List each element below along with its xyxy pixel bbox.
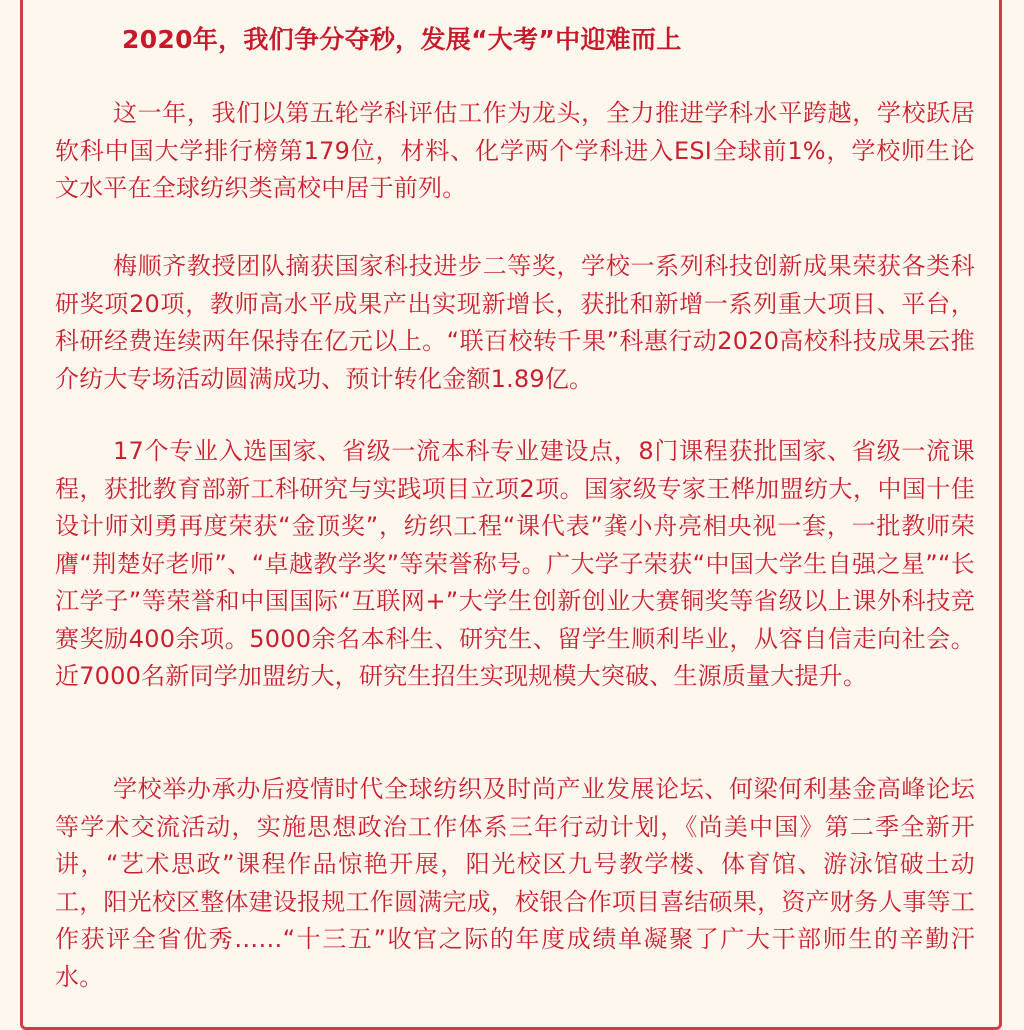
section-title: 2020年，我们争分夺秒，发展“大考”中迎难而上 [122,25,682,54]
paragraph-teaching-and-students: 17个专业入选国家、省级一流本科专业建设点，8门课程获批国家、省级一流课程，获批教育部新工科研究与实践项目立项2项。国家级专家王桦加盟纺大，中国十佳设计师刘勇再度荣获“金顶奖”，纺织工程“课代表”龚小舟亮相央视一套，一批教师荣膺“荆楚好老师”、“卓越教学奖”等荣誉称号。广大学子荣获“中国大学生自强之星”“长江学子”等荣誉和中国国际“互联网+”大学生创新创业大赛铜奖等省级以上课外科技竞赛奖励400余项。5000余名本科生、研究生、留学生顺利毕业，从容自信走向社会。近7000名新同学加盟纺大，研究生招生实现规模大突破、生源质量大提升。 [55,437,975,690]
paragraph-research-awards: 梅顺齐教授团队摘获国家科技进步二等奖，学校一系列科技创新成果荣获各类科研奖项20项，教师高水平成果产出实现新增长，获批和新增一系列重大项目、平台，科研经费连续两年保持在亿元以上。“联百校转千果”科惠行动2020高校科技成果云推介纺大专场活动圆满成功、预计转化金额1.89亿。 [55,252,975,393]
paragraph-campus-development: 学校举办承办后疫情时代全球纺织及时尚产业发展论坛、何梁何利基金高峰论坛等学术交流活动，实施思想政治工作体系三年行动计划，《尚美中国》第二季全新开讲，“艺术思政”课程作品惊艳开展，阳光校区九号教学楼、体育馆、游泳馆破土动工，阳光校区整体建设报规工作圆满完成，校银合作项目喜结硕果，资产财务人事等工作获评全省优秀……“十三五”收官之际的年度成绩单凝聚了广大干部师生的辛勤汗水。 [55,775,975,991]
paragraph-discipline-evaluation: 这一年，我们以第五轮学科评估工作为龙头，全力推进学科水平跨越，学校跃居软科中国大学排行榜第179位，材料、化学两个学科进入ESI全球前1%，学校师生论文水平在全球纺织类高校中居于前列。 [55,99,975,202]
